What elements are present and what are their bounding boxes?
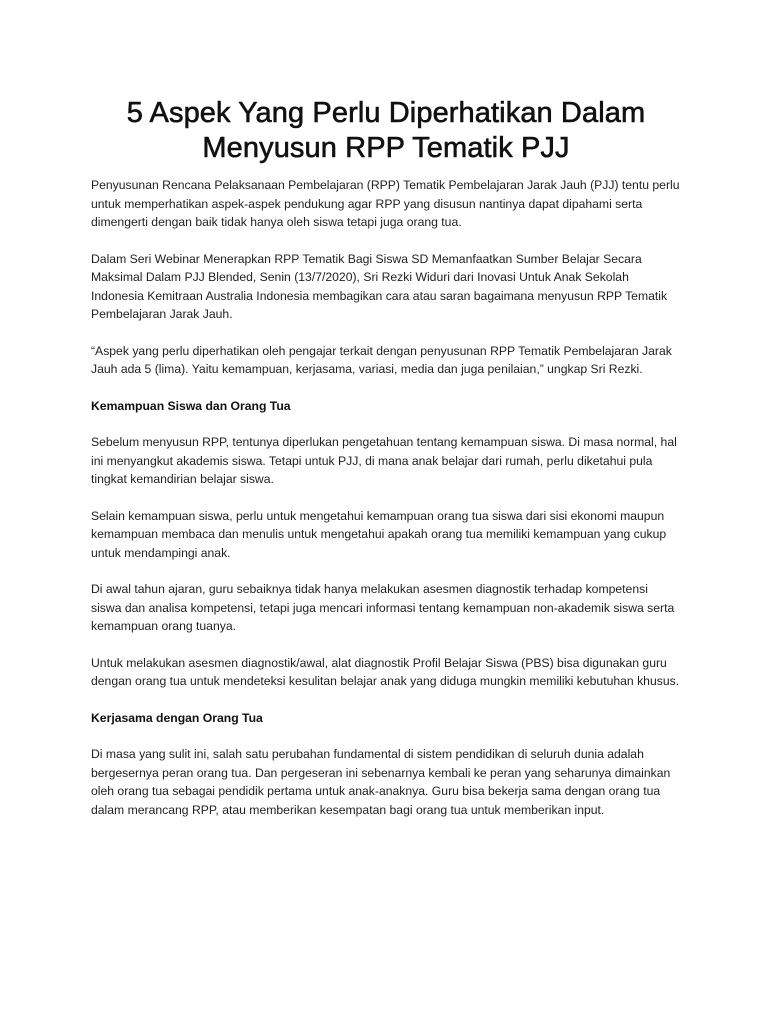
paragraph-kemampuan-1: Sebelum menyusun RPP, tentunya diperlukan pengetahuan tentang kemampuan siswa. Di masa normal, hal ini menyangkut akademis siswa. Tetapi untuk PJJ, di mana anak belajar dari rumah, perlu diketahui pula tingkat kemandirian belajar siswa. <box>91 435 677 486</box>
section-heading-kerjasama: Kerjasama dengan Orang Tua <box>91 710 263 725</box>
paragraph-kemampuan-2: Selain kemampuan siswa, perlu untuk mengetahui kemampuan orang tua siswa dari sisi ekonomi maupun kemampuan membaca dan menulis untuk mengetahui apakah orang tua memiliki kemampuan yang cukup untuk mendampingi anak. <box>91 508 667 560</box>
paragraph-kemampuan-3: Di awal tahun ajaran, guru sebaiknya tidak hanya melakukan asesmen diagnostik terhadap kompetensi siswa dan analisa kompetensi, tetapi juga mencari informasi tentang kemampuan non-akademik siswa serta kemampuan orang tuanya. <box>91 582 675 633</box>
section-heading-kemampuan: Kemampuan Siswa dan Orang Tua <box>91 398 291 413</box>
document-title: 5 Aspek Yang Perlu Diperhatikan Dalam Menyusun RPP Tematik PJJ <box>126 97 646 164</box>
paragraph-webinar: Dalam Seri Webinar Menerapkan RPP Tematik Bagi Siswa SD Memanfaatkan Sumber Belajar Secara Maksimal Dalam PJJ Blended, Senin (13/7/2020), Sri Rezki Widuri dari Inovasi Untuk Anak Sekolah Indonesia Kemitraan Australia Indonesia membagikan cara atau saran bagaimana menyusun RPP Tematik Pembelajaran Jarak Jauh. <box>91 251 668 321</box>
paragraph-kerjasama-1: Di masa yang sulit ini, salah satu perubahan fundamental di sistem pendidikan di seluruh dunia adalah bergesernya peran orang tua. Dan pergeseran ini sebenarnya kembali ke peran yang seharunya dimainkan oleh orang tua sebagai pendidik pertama untuk anak-anaknya. Guru bisa bekerja sama dengan orang tua dalam merancang RPP, atau memberikan kesempatan bagi orang tua untuk memberikan input. <box>91 747 671 817</box>
document-page <box>91 96 681 837</box>
paragraph-kemampuan-4: Untuk melakukan asesmen diagnostik/awal, alat diagnostik Profil Belajar Siswa (PBS) bisa digunakan guru dengan orang tua untuk mendeteksi kesulitan belajar anak yang diduga mungkin memiliki kebutuhan khusus. <box>91 655 680 688</box>
document-content <box>91 176 681 819</box>
paragraph-quote: “Aspek yang perlu diperhatikan oleh pengajar terkait dengan penyusunan RPP Tematik Pembelajaran Jarak Jauh ada 5 (lima). Yaitu kemampuan, kerjasama, variasi, media dan juga penilaian,” ungkap Sri Rezki. <box>91 343 672 376</box>
paragraph-intro: Penyusunan Rencana Pelaksanaan Pembelajaran (RPP) Tematik Pembelajaran Jarak Jauh (PJJ) tentu perlu untuk memperhatikan aspek-aspek pendukung agar RPP yang disusun nantinya dapat dipahami serta dimengerti dengan baik tidak hanya oleh siswa tetapi juga orang tua. <box>91 178 680 229</box>
